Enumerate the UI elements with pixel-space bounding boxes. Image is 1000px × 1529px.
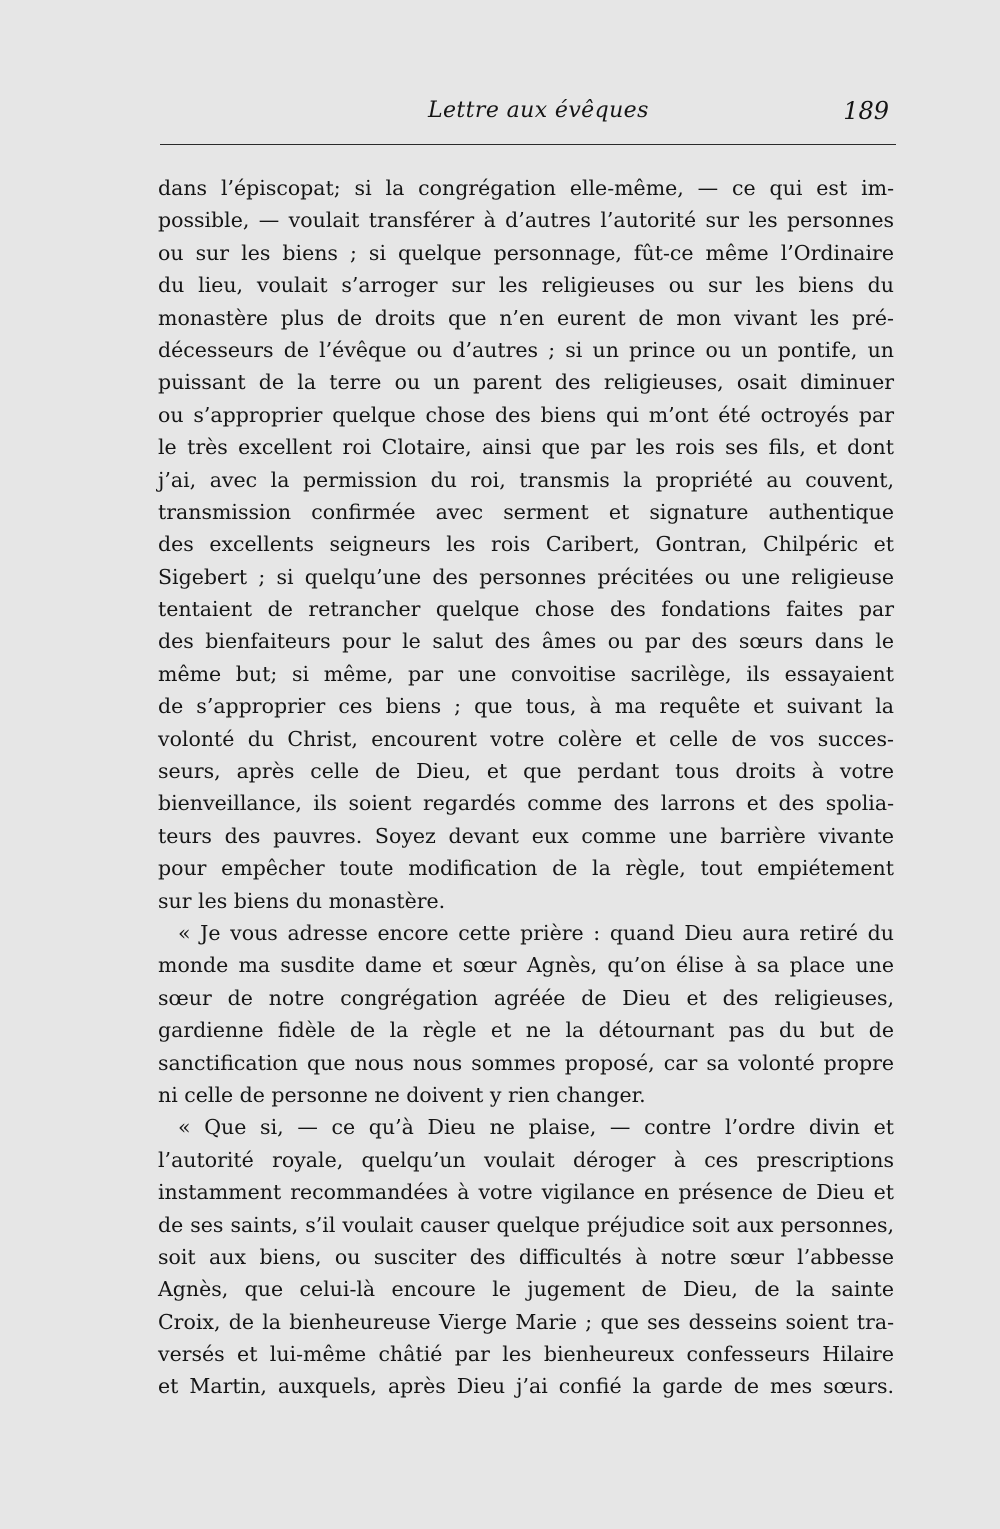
text-line: Agnès, que celui-là encoure le jugement de Dieu, de la sainte [158,1277,894,1302]
text-line: ou sur les biens ; si quelque personnage, fût-ce même l’Ordinaire [158,240,894,265]
text-line: Croix, de la bienheureuse Vierge Marie ; que ses desseins soient tra- [158,1309,894,1334]
text-line: l’autorité royale, quelqu’un voulait déroger à ces prescriptions [158,1147,894,1172]
text-line: sanctification que nous nous sommes proposé, car sa volonté propre [158,1050,894,1075]
text-line: « Que si, — ce qu’à Dieu ne plaise, — contre l’ordre divin et [178,1115,894,1140]
text-line: du lieu, voulait s’arroger sur les religieuses ou sur les biens du [158,273,894,298]
text-line: volonté du Christ, encourent votre colère et celle de vos succes- [158,726,894,751]
text-line: même but; si même, par une convoitise sacrilège, ils essayaient [158,661,894,686]
text-line: pour empêcher toute modification de la règle, tout empiétement [158,856,894,881]
text-line: dans l’épiscopat; si la congrégation elle-même, — ce qui est im- [158,176,894,200]
text-line: soit aux biens, ou susciter des difficultés à notre sœur l’abbesse [158,1244,894,1269]
text-line: décesseurs de l’évêque ou d’autres ; si un prince ou un pontife, un [158,337,894,362]
text-line: tentaient de retrancher quelque chose des fondations faites par [158,597,894,622]
running-title: Lettre aux évêques [428,98,649,123]
text-line: sœur de notre congrégation agréée de Dieu et des religieuses, [158,985,894,1010]
text-line: monde ma susdite dame et sœur Agnès, qu’on élise à sa place une [158,953,894,978]
text-line: gardienne fidèle de la règle et ne la détournant pas du but de [158,1018,894,1043]
text-line: de ses saints, s’il voulait causer quelque préjudice soit aux personnes, [158,1212,894,1237]
text-line: « Je vous adresse encore cette prière : quand Dieu aura retiré du [178,920,894,945]
text-line: des bienfaiteurs pour le salut des âmes ou par des sœurs dans le [158,629,894,654]
text-line: ni celle de personne ne doivent y rien changer. [158,1082,646,1107]
text-line: versés et lui-même châtié par les bienheureux confesseurs Hilaire [158,1342,894,1367]
page-number: 189 [843,97,889,125]
text-line: seurs, après celle de Dieu, et que perdant tous droits à votre [158,759,894,784]
text-line: teurs des pauvres. Soyez devant eux comme une barrière vivante [158,823,894,848]
text-line: bienveillance, ils soient regardés comme des larrons et des spolia- [158,791,894,816]
text-line: possible, — voulait transférer à d’autres l’autorité sur les personnes [158,208,894,233]
text-line: j’ai, avec la permission du roi, transmis la propriété au couvent, [158,467,894,492]
text-line: sur les biens du monastère. [158,888,446,913]
text-line: et Martin, auxquels, après Dieu j’ai confié la garde de mes sœurs. [158,1374,894,1399]
header-rule [160,144,896,145]
text-line: ou s’approprier quelque chose des biens qui m’ont été octroyés par [158,402,894,427]
text-line: de s’approprier ces biens ; que tous, à ma requête et suivant la [158,694,894,719]
text-line: instamment recommandées à votre vigilance en présence de Dieu et [158,1180,894,1205]
text-line: Sigebert ; si quelqu’une des personnes précitées ou une religieuse [158,564,894,589]
text-line: le très excellent roi Clotaire, ainsi que par les rois ses fils, et dont [158,435,894,460]
text-line: des excellents seigneurs les rois Caribert, Gontran, Chilpéric et [158,532,894,557]
text-line: monastère plus de droits que n’en eurent de mon vivant les pré- [158,305,894,330]
text-line: puissant de la terre ou un parent des religieuses, osait diminuer [158,370,894,395]
text-line: transmission confirmée avec serment et signature authentique [158,499,894,524]
body-text [158,172,894,1403]
page-header [160,96,895,136]
